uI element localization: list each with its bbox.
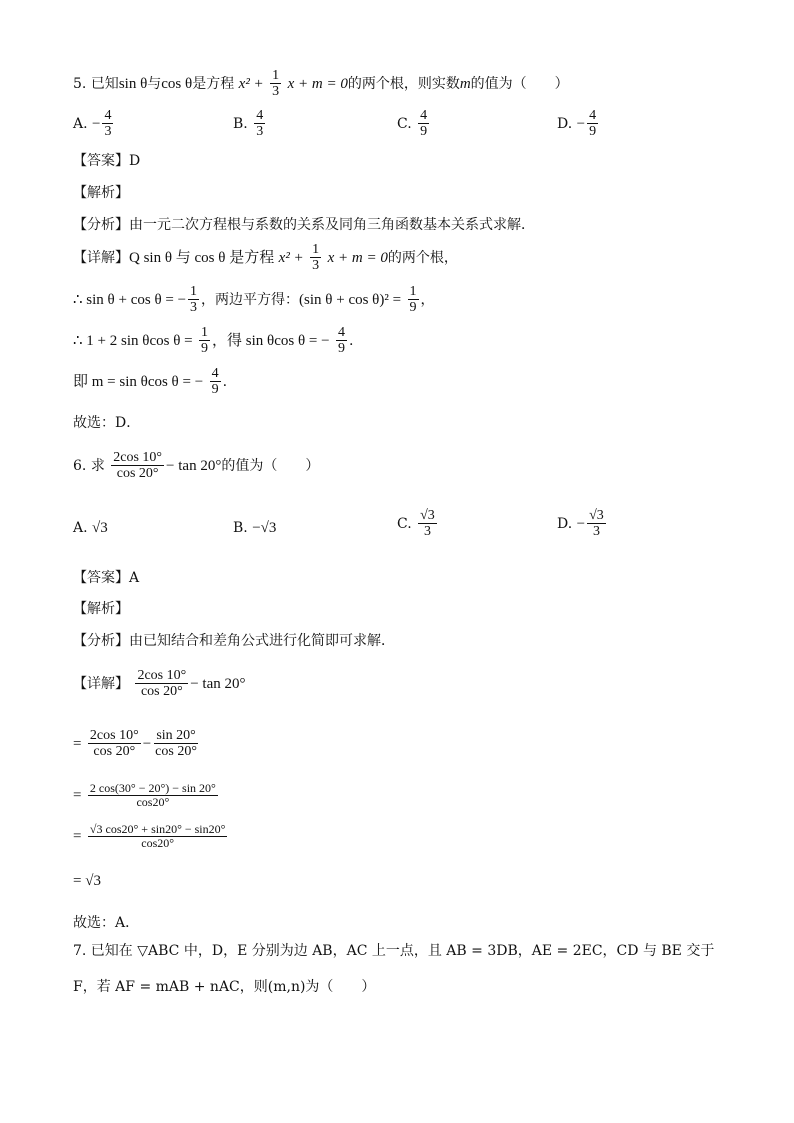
q5-stem-cos: cos θ: [161, 75, 193, 92]
q6-stem: 6. 求 $\frac{2\cos 10^\circ}{\cos 20^\circ}$ − tan 20°的值为（ ）: [73, 450, 320, 482]
q5-stem-c: 是方程: [192, 75, 235, 92]
q6-detail-4: = $\frac{√3 \cos 20^\circ + \sin 20^\circ - \sin 20^\circ}{\cos 20^\circ}$: [73, 822, 226, 851]
q6-detail-2: = $\frac{2\cos 10^\circ}{\cos 20^\circ}$ − $\frac{\sin 20^\circ}{\cos 20^\circ}$: [73, 728, 197, 760]
q6-choose: 故选：A．: [73, 915, 140, 931]
q5-eq-right: x + m = 0: [287, 75, 348, 92]
q5-eq-left: x² +: [238, 75, 264, 92]
q5-fenxi: 【分析】由一元二次方程根与系数的关系及同角三角函数基本关系式求解．: [73, 217, 535, 233]
q5-detail-4: 即 m = sin θcos θ = − $\frac{4}{9}$ .: [73, 366, 228, 398]
q7-line-2: F，若 AF = mAB + nAC，则(m,n)为（ ）: [73, 979, 376, 995]
q5-stem: [73, 68, 569, 100]
q5-stem-a: 已知: [90, 75, 119, 92]
q6-analysis: 【解析】: [73, 601, 129, 617]
q5-stem-b: 与: [147, 75, 162, 92]
q5-option-a: A. − $\frac{4}{3}$: [73, 108, 112, 140]
q5-answer: 【答案】D: [73, 153, 141, 169]
q5-stem-sin: sin θ: [118, 75, 148, 92]
q5-stem-e: 的值为（ ）: [470, 75, 569, 92]
q6-option-a: A. √3: [73, 520, 108, 536]
q5-stem-d: 的两个根，则实数: [347, 75, 460, 92]
q5-detail-1: 【详解】Q sin θ 与 cos θ 是方程 x² + $\frac{1}{3}$ x + m = 0的两个根，: [73, 242, 458, 274]
q6-answer: 【答案】A: [73, 570, 140, 586]
q6-option-b: B. −√3: [233, 520, 277, 536]
q5-option-b: B. $\frac{4}{3}$: [233, 108, 264, 140]
q5-number: 5.: [73, 75, 87, 92]
q5-analysis: 【解析】: [73, 185, 129, 201]
q5-option-c: C. $\frac{4}{9}$: [397, 108, 428, 140]
q5-detail-2: ∴ sin θ + cos θ = − $\frac{1}{3}$ ，两边平方得：(sin θ + cos θ)² = $\frac{1}{9}$ ，: [73, 284, 435, 316]
q6-option-c: C. $\frac{√3}{3}$: [397, 508, 435, 540]
q5-stem-m: m: [459, 75, 471, 92]
q5-choose: 故选：D．: [73, 415, 141, 431]
q6-fenxi: 【分析】由已知结合和差角公式进行化简即可求解．: [73, 633, 395, 649]
q5-detail-3: ∴ 1 + 2 sin θcos θ = $\frac{1}{9}$ ，得 sin θcos θ = − $\frac{4}{9}$ .: [73, 325, 354, 357]
q5-option-d: D. − $\frac{4}{9}$: [557, 108, 597, 140]
q5-eq-frac: $\frac{1}{3}$: [272, 68, 280, 100]
q6-option-d: D. − $\frac{√3}{3}$: [557, 508, 604, 540]
q7-line-1: 7. 已知在 ▽ABC 中，D，E 分别为边 AB，AC 上一点，且 AB = 3DB，AE = 2EC，CD 与 BE 交于: [73, 943, 715, 959]
q6-detail-3: = $\frac{2 \cos(30^\circ - 20^\circ) - \sin 20^\circ}{\cos 20^\circ}$: [73, 781, 216, 810]
q6-detail-5: = √3: [73, 873, 101, 889]
q6-detail-1: 【详解】 $\frac{2\cos 10^\circ}{\cos 20^\circ}$ − tan 20°: [73, 668, 246, 700]
